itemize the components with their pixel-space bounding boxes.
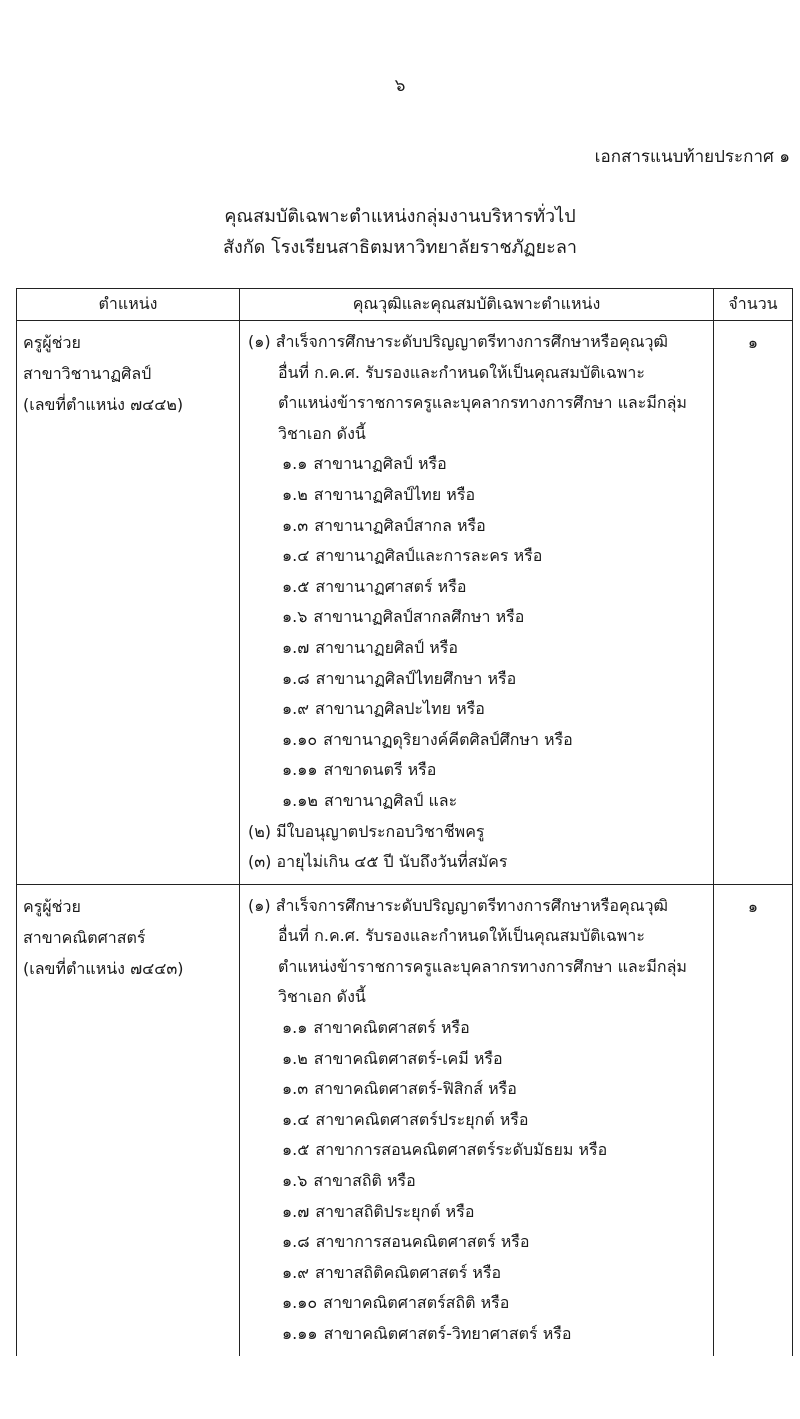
header-qualifications: คุณวุฒิและคุณสมบัติเฉพาะตำแหน่ง [240,289,714,321]
subject-text: สาขานาฏศิลป์ไทย หรือ [313,484,476,504]
position-subject: สาขาวิชานาฏศิลป์ [23,364,152,383]
subject-text: สาขานาฏศิลป์ หรือ [313,454,447,474]
subject-text: สาขานาฏศาสตร์ หรือ [315,576,467,596]
subject-number: ๑.๑ [282,454,308,474]
subject-item [248,755,705,786]
subject-item [248,602,705,633]
subject-item [248,511,705,542]
position-cell [17,321,240,885]
requirement-1: (๑) สำเร็จการศึกษาระดับปริญญาตรีทางการศึกษาหรือคุณวุฒิ [248,895,668,915]
subject-item [248,786,705,817]
subject-text: สาขานาฏศิลป์และการละคร หรือ [315,546,543,566]
subject-item [248,664,705,695]
subject-text: สาขาการสอนคณิตศาสตร์ หรือ [315,1232,530,1252]
subject-item [248,1135,705,1166]
attachment-label: เอกสารแนบท้ายประกาศ ๑ [594,147,790,167]
subject-item [248,1074,705,1105]
subject-item [248,725,705,756]
requirement-3: (๓) อายุไม่เกิน ๔๕ ปี นับถึงวันที่สมัคร [248,852,508,872]
qualifications-cell [240,321,714,885]
header-count: จำนวน [714,289,793,321]
subject-number: ๑.๑๐ [282,1293,318,1313]
subject-text: สาขาคณิตศาสตร์-วิทยาศาสตร์ หรือ [323,1324,572,1343]
subject-item [248,449,705,480]
subject-text: สาขานาฏยศิลป์ หรือ [315,637,458,657]
subject-item [248,572,705,603]
subject-text: สาขาสถิติคณิตศาสตร์ หรือ [314,1262,502,1282]
subject-number: ๑.๙ [282,699,309,719]
subject-text: สาขาการสอนคณิตศาสตร์ระดับมัธยม หรือ [315,1140,608,1160]
subject-number: ๑.๔ [282,546,310,566]
table-row [17,321,793,885]
subject-number: ๑.๓ [282,515,309,535]
subject-item [248,1105,705,1136]
subject-text: สาขานาฏดุริยางค์คีตศิลป์ศึกษา หรือ [323,729,573,749]
subject-item [248,1013,705,1044]
position-title: ครูผู้ช่วย [23,333,81,352]
requirement-1-cont: อื่นที่ ก.ค.ศ. รับรองและกำหนดให้เป็นคุณสมบัติเฉพาะ [278,362,645,382]
title-line-2: สังกัด โรงเรียนสาธิตมหาวิทยาลัยราชภัฏยะลา [223,237,577,258]
position-number: (เลขที่ตำแหน่ง ๗๔๔๓) [23,958,184,978]
subject-number: ๑.๘ [282,1232,310,1252]
subject-item [248,1288,705,1319]
requirement-1: (๑) สำเร็จการศึกษาระดับปริญญาตรีทางการศึกษาหรือคุณวุฒิ [248,332,668,351]
document-title [0,201,800,263]
subject-item [248,541,705,572]
position-number: (เลขที่ตำแหน่ง ๗๔๔๒) [23,395,184,414]
requirement-1-cont: วิชาเอก ดังนี้ [278,987,366,1007]
subject-number: ๑.๒ [282,484,308,504]
subject-number: ๑.๑๐ [282,729,318,749]
requirement-1-cont: ตำแหน่งข้าราชการครูและบุคลากรทางการศึกษา และมีกลุ่ม [278,393,687,413]
subject-text: สาขาคณิตศาสตร์ประยุกต์ หรือ [315,1109,529,1129]
subject-text: สาขาสถิติประยุกต์ หรือ [315,1201,475,1221]
subject-number: ๑.๑ [282,1018,308,1038]
table-row [17,884,793,1355]
subject-item [248,633,705,664]
requirement-1-cont: ตำแหน่งข้าราชการครูและบุคลากรทางการศึกษา และมีกลุ่ม [278,956,687,976]
subject-number: ๑.๑๑ [282,1324,318,1343]
subject-number: ๑.๙ [282,1262,309,1282]
subject-number: ๑.๗ [282,637,310,657]
position-subject: สาขาคณิตศาสตร์ [23,927,146,947]
subject-text: สาขาสถิติ หรือ [313,1171,416,1191]
subject-text: สาขาคณิตศาสตร์-ฟิสิกส์ หรือ [314,1079,517,1099]
subject-item [248,1197,705,1228]
subject-text: สาขานาฏศิลป์สากลศึกษา หรือ [313,607,525,627]
subject-text: สาขาดนตรี หรือ [323,760,437,780]
subject-number: ๑.๖ [282,1171,308,1191]
subject-text: สาขาคณิตศาสตร์-เคมี หรือ [313,1048,503,1068]
subject-item [248,480,705,511]
position-cell [17,884,240,1355]
qualifications-cell [240,884,714,1355]
subject-item [248,1227,705,1258]
subject-item [248,694,705,725]
page-number: ๖ [394,76,406,96]
qualifications-table [16,288,793,1356]
subject-item [248,1258,705,1289]
title-line-1: คุณสมบัติเฉพาะตำแหน่งกลุ่มงานบริหารทั่วไป [224,206,576,227]
subject-item [248,1319,705,1350]
subject-number: ๑.๔ [282,1109,310,1129]
subject-text: สาขานาฏศิลป์สากล หรือ [314,515,486,535]
subject-number: ๑.๗ [282,1201,310,1221]
subject-item [248,1166,705,1197]
subject-text: สาขาคณิตศาสตร์สถิติ หรือ [323,1293,510,1313]
subject-number: ๑.๘ [282,668,310,688]
position-title: ครูผู้ช่วย [23,896,81,916]
requirement-2: (๒) มีใบอนุญาตประกอบวิชาชีพครู [248,821,485,841]
subject-number: ๑.๕ [282,1140,310,1160]
requirement-1-cont: วิชาเอก ดังนี้ [278,423,366,443]
table-header-row [17,289,793,321]
count-cell: ๑ [714,884,793,1355]
subject-text: สาขานาฏศิลป์ไทยศึกษา หรือ [315,668,517,688]
subject-number: ๑.๑๑ [282,760,318,780]
requirement-1-cont: อื่นที่ ก.ค.ศ. รับรองและกำหนดให้เป็นคุณสมบัติเฉพาะ [278,926,645,946]
subject-number: ๑.๕ [282,576,310,596]
subject-number: ๑.๒ [282,1048,308,1068]
subject-text: สาขาคณิตศาสตร์ หรือ [313,1018,470,1038]
header-position: ตำแหน่ง [17,289,240,321]
count-cell: ๑ [714,321,793,885]
subject-number: ๑.๑๒ [282,790,318,810]
subject-number: ๑.๖ [282,607,308,627]
subject-item [248,1044,705,1075]
subject-number: ๑.๓ [282,1079,309,1099]
subject-text: สาขานาฏศิลปะไทย หรือ [314,699,485,719]
subject-text: สาขานาฏศิลป์ และ [323,790,458,810]
